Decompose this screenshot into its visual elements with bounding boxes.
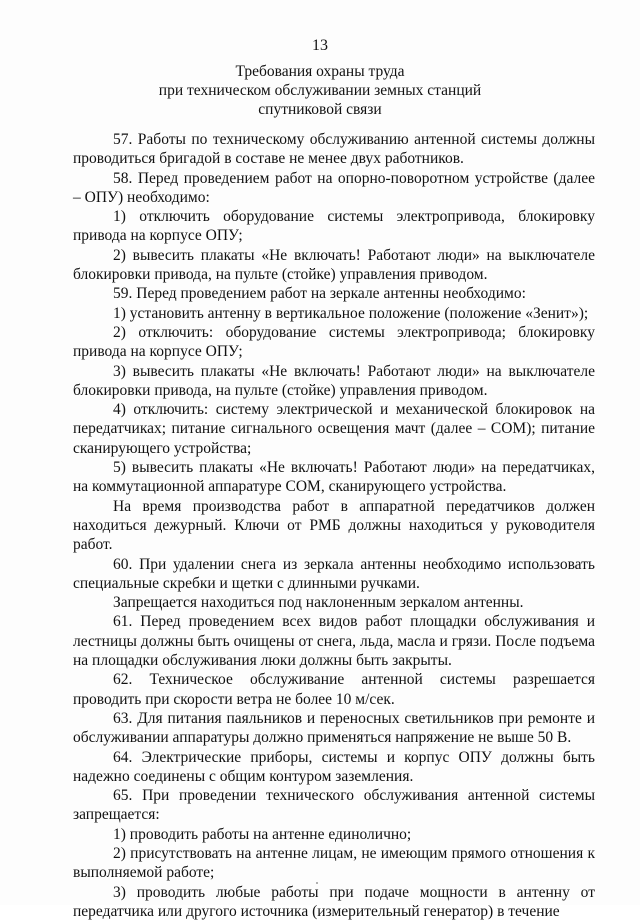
- heading-line: спутниковой связи: [258, 101, 382, 118]
- paragraph-60-prohibition: Запрещается находиться под наклоненным зеркалом антенны.: [113, 594, 524, 612]
- page-number: 13: [312, 37, 328, 54]
- paragraph-61: 61. Перед проведением всех видов работ площадки обслуживания и лестницы должны быть очищены от снега, льда, масла и грязи. После подъема на площадки обслуживания люки должны быть закрыты.: [73, 613, 595, 670]
- paragraph-59-item-1: 1) установить антенну в вертикальное положение (положение «Зенит»);: [113, 304, 589, 322]
- paragraph-59-item-2: 2) отключить: оборудование системы электропривода; блокировку привода на корпусе ОПУ;: [73, 323, 595, 361]
- paragraph-62: 62. Техническое обслуживание антенной системы разрешается проводить при скорости ветра не более 10 м/сек.: [73, 671, 595, 708]
- heading-line: Требования охраны труда: [235, 63, 405, 80]
- paragraph-65: 65. При проведении технического обслуживания антенной системы запрещается:: [73, 787, 595, 824]
- paragraph-65-item-2: 2) присутствовать на антенне лицам, не имеющим прямого отношения к выполняемой работе;: [73, 844, 595, 882]
- scan-speck: [316, 882, 318, 884]
- paragraph-duty-officer: На время производства работ в аппаратной передатчиков должен находиться дежурный. Ключи от РМБ должны находиться у руководителя работ.: [73, 497, 595, 554]
- paragraph-58-item-2: 2) вывесить плакаты «Не включать! Работают люди» на выключателе блокировки привода, на пульте (стойке) управления приводом.: [73, 246, 595, 284]
- paragraph-58: 58. Перед проведением работ на опорно-поворотном устройстве (далее – ОПУ) необходимо:: [73, 169, 595, 206]
- paragraph-59-item-4: 4) отключить: систему электрической и механической блокировок на передатчиках; питание сигнального освещения мачт (далее – СОМ); питание сканирующего устройства;: [73, 401, 595, 457]
- heading-line: при техническом обслуживании земных станций: [158, 82, 482, 99]
- paragraph-64: 64. Электрические приборы, системы и корпус ОПУ должны быть надежно соединены с общим контуром заземления.: [73, 748, 595, 785]
- paragraph-65-item-3: 3) проводить любые работы при подаче мощности в антенну от передатчика или другого источника (измерительный генератор) в течение: [73, 883, 595, 920]
- document-body: [73, 130, 595, 921]
- paragraph-60: 60. При удалении снега из зеркала антенны необходимо использовать специальные скребки и щетки с длинными ручками.: [73, 555, 595, 592]
- section-heading: [0, 62, 640, 119]
- paragraph-65-item-1: 1) проводить работы на антенне единолично;: [113, 825, 412, 843]
- paragraph-59-item-3: 3) вывесить плакаты «Не включать! Работают люди» на выключателе блокировки привода, на пульте (стойке) управления приводом.: [73, 362, 595, 399]
- paragraph-63: 63. Для питания паяльников и переносных светильников при ремонте и обслуживании аппаратуры должно применяться напряжение не выше 50 В.: [73, 709, 595, 747]
- paragraph-59-item-5: 5) вывесить плакаты «Не включать! Работают люди» на передатчиках, на коммутационной аппаратуре СОМ, сканирующего устройства.: [73, 459, 595, 496]
- paragraph-57: 57. Работы по техническому обслуживанию антенной системы должны проводиться бригадой в составе не менее двух работников.: [73, 131, 595, 168]
- paragraph-58-item-1: 1) отключить оборудование системы электропривода, блокировку привода на корпусе ОПУ;: [73, 208, 595, 245]
- paragraph-59: 59. Перед проведением работ на зеркале антенны необходимо:: [113, 285, 526, 303]
